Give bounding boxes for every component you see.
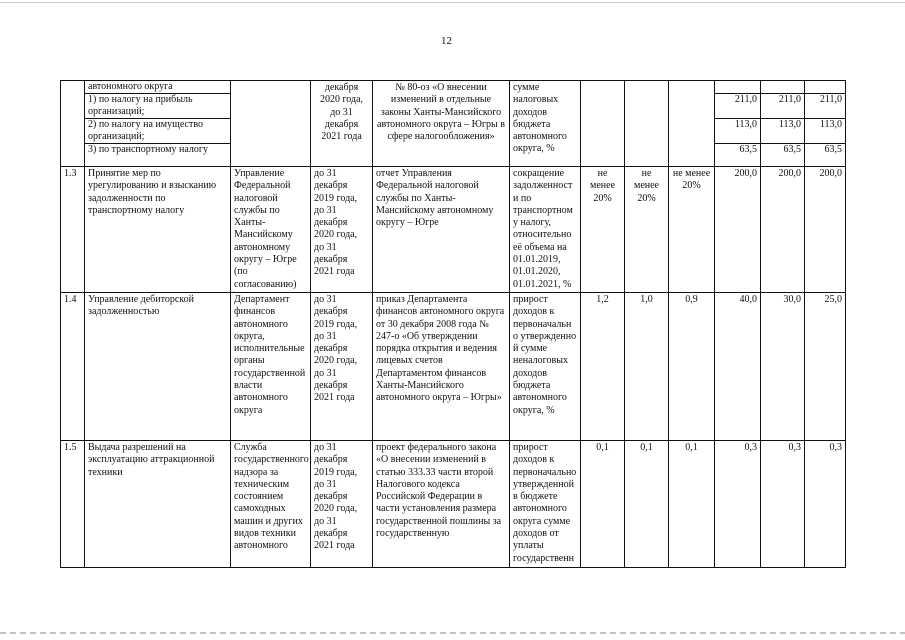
table-row bbox=[61, 440, 846, 567]
value-property-2020: 113,0 bbox=[761, 118, 804, 143]
cell-name: Принятие мер по урегулированию и взысканию задолженности по транспортному налогу bbox=[85, 167, 231, 293]
cell-v1: 1,2 bbox=[581, 292, 625, 440]
scan-edge-bottom bbox=[0, 632, 905, 634]
continuation-line-0: автономного округа bbox=[88, 81, 173, 92]
cell-num: 1.3 bbox=[61, 167, 85, 293]
cell-indicator: сокращение задолженност и по транспортном у налогу, относительно её объема на 01.01.2019, 01.01.2020, 01.01.2021, % bbox=[510, 167, 581, 293]
cell-v6 bbox=[805, 81, 846, 167]
cell-name bbox=[85, 81, 231, 167]
cell-v2: не менее 20% bbox=[625, 167, 669, 293]
value-transport-2019: 63,5 bbox=[715, 143, 760, 156]
measures-table bbox=[60, 80, 846, 568]
cell-executor: Служба государственного надзора за техническим состоянием самоходных машин и других видов техники автономного bbox=[231, 440, 311, 567]
cell-v4 bbox=[715, 81, 761, 167]
blank-line bbox=[761, 81, 804, 93]
cell-v1: 0,1 bbox=[581, 440, 625, 567]
continuation-line-3: 3) по транспортному налогу bbox=[85, 143, 230, 156]
cell-v4: 40,0 bbox=[715, 292, 761, 440]
blank-line bbox=[715, 81, 760, 93]
cell-deadline: до 31 декабря 2019 года, до 31 декабря 2020 года, до 31 декабря 2021 года bbox=[311, 167, 373, 293]
cell-executor: Департамент финансов автономного округа, исполнительные органы государственной власти автономного округа bbox=[231, 292, 311, 440]
cell-v6: 200,0 bbox=[805, 167, 846, 293]
cell-executor bbox=[231, 81, 311, 167]
cell-deadline: до 31 декабря 2019 года, до 31 декабря 2020 года, до 31 декабря 2021 года bbox=[311, 292, 373, 440]
cell-v3: 0,1 bbox=[669, 440, 715, 567]
value-property-2021: 113,0 bbox=[805, 118, 845, 143]
cell-num: 1.5 bbox=[61, 440, 85, 567]
cell-executor: Управление Федеральной налоговой службы по Ханты-Мансийскому автономному округу – Югре (по согласованию) bbox=[231, 167, 311, 293]
cell-document: № 80-оз «О внесении изменений в отдельные законы Ханты-Мансийского автономного округа – Югры в сфере налогообложения» bbox=[373, 81, 510, 167]
cell-v4: 200,0 bbox=[715, 167, 761, 293]
cell-document: отчет Управления Федеральной налоговой службы по Ханты-Мансийскому автономному округу – Югре bbox=[373, 167, 510, 293]
page-number: 12 bbox=[441, 35, 452, 47]
cell-v2 bbox=[625, 81, 669, 167]
cell-v5 bbox=[761, 81, 805, 167]
cell-v3 bbox=[669, 81, 715, 167]
cell-v6: 0,3 bbox=[805, 440, 846, 567]
cell-indicator: прирост доходов к первоначально утвержденной в бюджете автономного округа сумме доходов от уплаты государственн bbox=[510, 440, 581, 567]
cell-v5: 200,0 bbox=[761, 167, 805, 293]
cell-num bbox=[61, 81, 85, 167]
cell-deadline: до 31 декабря 2019 года, до 31 декабря 2020 года, до 31 декабря 2021 года bbox=[311, 440, 373, 567]
value-profit-2020: 211,0 bbox=[761, 93, 804, 118]
cell-indicator: прирост доходов к первоначальн о утвержденно й сумме неналоговых доходов бюджета автономного округа, % bbox=[510, 292, 581, 440]
table-row bbox=[61, 167, 846, 293]
cell-indicator: сумме налоговых доходов бюджета автономного округа, % bbox=[510, 81, 581, 167]
value-property-2019: 113,0 bbox=[715, 118, 760, 143]
value-profit-2019: 211,0 bbox=[715, 93, 760, 118]
cell-v5: 0,3 bbox=[761, 440, 805, 567]
cell-num: 1.4 bbox=[61, 292, 85, 440]
blank-line bbox=[805, 81, 845, 93]
cell-v3: 0,9 bbox=[669, 292, 715, 440]
value-profit-2021: 211,0 bbox=[805, 93, 845, 118]
cell-v1: не менее 20% bbox=[581, 167, 625, 293]
cell-v1 bbox=[581, 81, 625, 167]
cell-v2: 1,0 bbox=[625, 292, 669, 440]
scan-edge-top bbox=[0, 2, 905, 3]
cell-v4: 0,3 bbox=[715, 440, 761, 567]
cell-document: проект федерального закона «О внесении изменений в статью 333.33 части второй Налогового кодекса Российской Федерации в части установления размера государственной пошлины за государственную bbox=[373, 440, 510, 567]
value-transport-2020: 63,5 bbox=[761, 143, 804, 156]
value-transport-2021: 63,5 bbox=[805, 143, 845, 156]
continuation-line-1: 1) по налогу на прибыль организаций; bbox=[85, 93, 230, 118]
cell-deadline: декабря 2020 года, до 31 декабря 2021 года bbox=[311, 81, 373, 167]
cell-v6: 25,0 bbox=[805, 292, 846, 440]
cell-v5: 30,0 bbox=[761, 292, 805, 440]
cell-v3: не менее 20% bbox=[669, 167, 715, 293]
cell-name: Выдача разрешений на эксплуатацию аттракционной техники bbox=[85, 440, 231, 567]
table-row-continuation bbox=[61, 81, 846, 167]
cell-v2: 0,1 bbox=[625, 440, 669, 567]
cell-name: Управление дебиторской задолженностью bbox=[85, 292, 231, 440]
cell-document: приказ Департамента финансов автономного округа от 30 декабря 2008 года № 247-о «Об утверждении порядка открытия и ведения лицевых счетов Департаментом финансов Ханты-Мансийского автономного округа – Югры» bbox=[373, 292, 510, 440]
table-row bbox=[61, 292, 846, 440]
continuation-line-2: 2) по налогу на имущество организаций; bbox=[85, 118, 230, 143]
